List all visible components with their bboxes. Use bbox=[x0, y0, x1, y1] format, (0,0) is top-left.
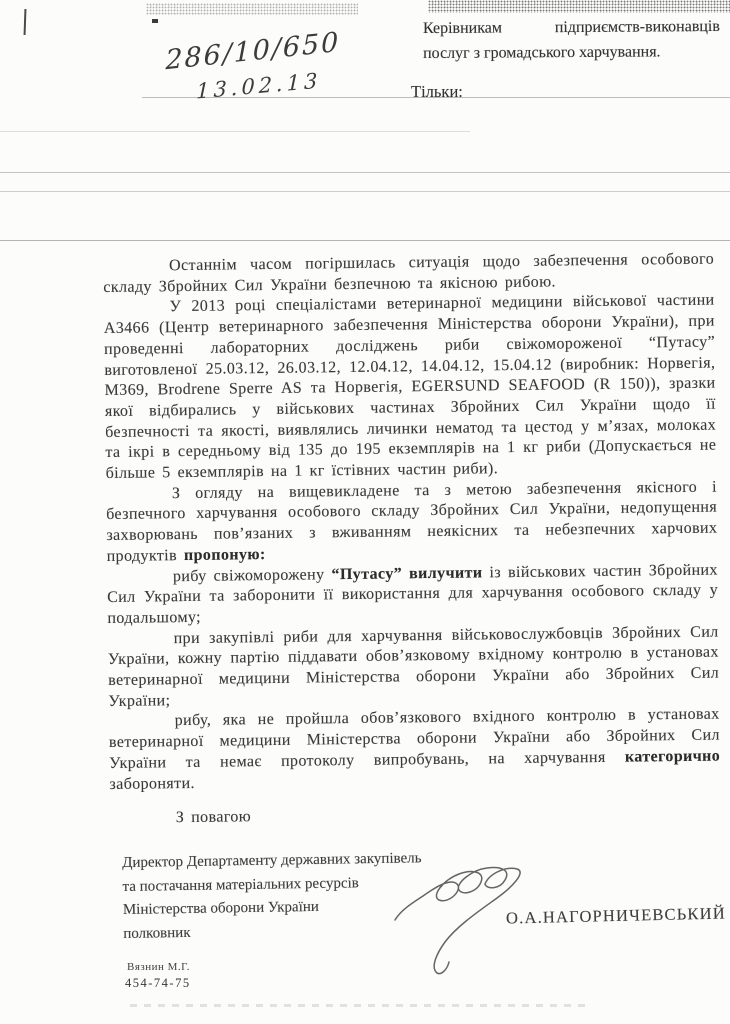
letter-body bbox=[103, 250, 721, 830]
emphasis-categorically: категорично bbox=[624, 747, 721, 766]
emphasis-withdraw: “Путасу” вилучити bbox=[331, 563, 483, 583]
executor-name: Вязнин М.Г. bbox=[127, 961, 191, 973]
scan-edge-mark bbox=[24, 9, 27, 35]
scan-line-artifact bbox=[0, 191, 730, 192]
handwritten-reference-number: 286/10/650 bbox=[165, 26, 341, 77]
scan-ink-speck bbox=[152, 19, 158, 23]
paragraph-proposal-text: З огляду на вищевикладене та з метою забезпечення якісного і безпечного харчування особового складу Збройних Сил України, недопущення захворювань пов’язаних з вживанням неякісних та небезпечних харчових продуктів bbox=[106, 478, 718, 565]
signatory-title-line: Директор Департаменту державних закупівель bbox=[122, 850, 422, 871]
scan-noise-band bbox=[146, 3, 358, 15]
paragraph-prohibition bbox=[109, 705, 721, 795]
scan-noise-band bbox=[428, 0, 730, 13]
paragraph-procurement-control: при закупівлі риби для харчування військовослужбовців Збройних Сил України, кожну партію піддавати обов’язковому вхідному контролю в установах ветеринарної медицини Міністерства оборони України або Збройних Сил України; bbox=[107, 623, 720, 710]
handwritten-date: 13.02.13 bbox=[196, 68, 322, 104]
emphasis-propose: пропоную: bbox=[183, 545, 266, 564]
paragraph-withdraw-fish bbox=[107, 560, 719, 630]
recipient-address: Керівникам підприємств-виконавців послуг з громадського харчування. bbox=[422, 17, 720, 63]
scan-line-artifact bbox=[0, 240, 730, 241]
signatory-title-block bbox=[122, 847, 423, 946]
signatory-title-line: полковник bbox=[123, 924, 191, 942]
paragraph-proposal bbox=[106, 477, 718, 567]
closing-salutation: З повагою bbox=[175, 808, 252, 827]
paragraph-intro: Останнім часом погіршилась ситуація щодо забезпечення особового складу Збройних Сил України безпечною та якісною рибою. bbox=[103, 250, 715, 296]
executor-phone: 454-74-75 bbox=[125, 976, 191, 990]
paragraph-prohibition-post: забороняти. bbox=[109, 774, 195, 793]
signatory-title-line: та постачання матеріальних ресурсів bbox=[122, 874, 359, 895]
paragraph-withdraw-post: із військових частин Збройних Сил України та заборонити її використання для харчування особового складу у подальшому; bbox=[107, 561, 719, 627]
paragraph-withdraw-pre: рибу свіжоморожену bbox=[172, 565, 332, 585]
scan-line-artifact bbox=[130, 1004, 590, 1007]
paragraph-prohibition-pre: рибу, яка не пройшла обов’язкового вхідного контролю в установах ветеринарної медицини Міністерства оборони України або Збройних Сил України та немає протоколу випробувань, на харчування bbox=[108, 705, 720, 772]
signatory-name: О.А.НАГОРНИЧЕВСЬКИЙ bbox=[505, 903, 727, 928]
paragraph-findings: У 2013 році спеціалістами ветеринарної медицини військової частини А3466 (Центр ветеринарного забезпечення Міністерства оборони України), при проведенні лабораторних досліджень риби свіжомороженої “Путасу” виготовленої 25.03.12, 26.03.12, 12.04.12, 14.04.12, 15.04.12 (виробник: Норвегія, М369, Brodrene Sperre AS та Норвегія, EGERSUND SEAFOOD (R 150)), зразки якої відбирались у військових частинах Збройних Сил України щодо її безпечності та якості, виявлялись личинки нематод та цестод у м’язах, молоках та ікрі в середньому від 135 до 195 екземплярів на 1 кг риби (Допускається не більше 5 екземплярів на 1 кг їстівних частин риби). bbox=[103, 291, 717, 483]
scan-line-artifact bbox=[0, 172, 730, 173]
scan-line-artifact bbox=[0, 131, 470, 132]
only-label: Тільки: bbox=[411, 82, 463, 101]
signatory-title-line: Міністерства оборони України bbox=[122, 898, 319, 918]
